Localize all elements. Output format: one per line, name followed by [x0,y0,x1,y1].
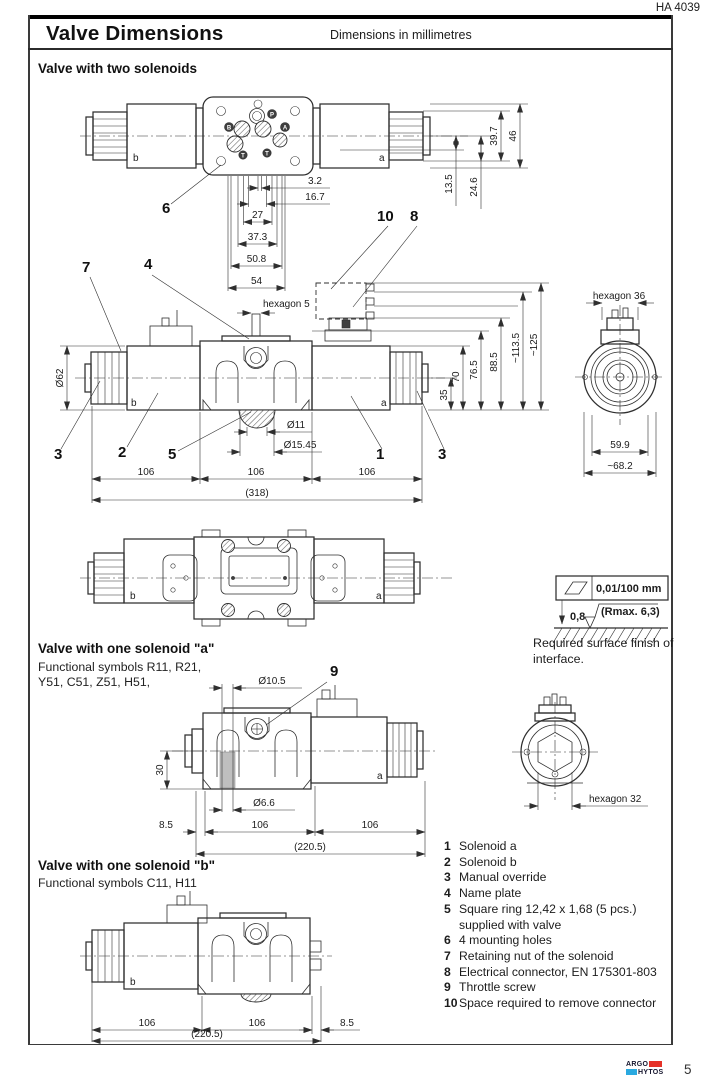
solenoid-a-label: a [379,153,385,164]
surface-finish-caption-line1: Required surface finish of [533,636,674,650]
front-view-two-solenoids [54,208,549,503]
callout-mounting-holes: 6 [162,200,171,217]
legend-item-continuation: supplied with valve [459,917,562,932]
callout-10: 10 [377,208,394,225]
dim-318: (318) [245,488,269,499]
dim-8-5: 8.5 [340,1018,354,1029]
legend-item: 1 Solenoid a [444,839,517,853]
logo-text-hytos: HYTOS [638,1068,664,1076]
dim-106-1: 106 [251,820,269,831]
dim-24-6: 24.6 [469,177,480,197]
hexagon32-label: hexagon 32 [589,794,642,805]
dim-dia6-6: Ø6.6 [253,798,275,809]
solenoid-a-label: a [377,771,383,782]
dim-106-1: 106 [138,1018,156,1029]
argo-hytos-logo [626,1060,666,1076]
dim-27: 27 [251,210,264,221]
solenoid-b-label: b [130,591,136,602]
dim-54: 54 [250,276,263,287]
dim-106-2: 106 [247,467,265,478]
dim-76-5: 76.5 [469,360,480,380]
page-frame-bottom [28,1044,673,1046]
dim-30: 30 [155,764,166,776]
dim-35: 35 [439,389,450,401]
solenoid-a-label: a [376,591,382,602]
port-t2: T [265,151,269,158]
functional-symbols-a-line1: Functional symbols R11, R21, [38,660,202,674]
end-view-hexagon32 [512,694,648,810]
dim-106-2: 106 [248,1018,266,1029]
dim-106-2: 106 [361,820,379,831]
dim-88-5: 88.5 [489,352,500,372]
port-p: P [269,112,275,119]
page-frame-top [28,15,673,19]
legend-item: 6 4 mounting holes [444,933,552,948]
dim-39-7: 39.7 [489,126,500,146]
hexagon5-label: hexagon 5 [263,299,310,310]
dim-dia11: Ø11 [286,420,306,431]
legend-item: 10Space required to remove connector [444,996,657,1011]
logo-text-argo: ARGO [626,1060,649,1068]
section-heading-two-solenoids: Valve with two solenoids [38,61,198,76]
legend-item: 3 Manual override [444,870,547,885]
legend [444,839,676,1012]
dim-68-2: ~68.2 [607,461,633,472]
port-t1: T [241,153,245,160]
hexagon36-label: hexagon 36 [592,291,646,302]
section-heading-one-solenoid-b: Valve with one solenoid "b" [38,858,216,873]
end-view-hexagon36 [575,291,665,477]
front-view-one-solenoid-b [80,891,360,1042]
page-frame-left [28,15,30,1045]
roughness-value: 0,8 [570,611,586,623]
dim-dia62: Ø62 [55,368,66,388]
section-heading-one-solenoid-a: Valve with one solenoid "a" [38,641,215,656]
callout-8: 8 [410,208,419,225]
dim-dia10-5: Ø10.5 [258,676,286,687]
legend-item: 9 Throttle screw [444,980,536,995]
dim-125: ~125 [529,333,540,357]
page-title: Valve Dimensions [46,22,224,45]
callout-3-left: 3 [54,446,63,463]
solenoid-b-label: b [133,153,139,164]
dim-59-9: 59.9 [610,440,630,451]
functional-symbols-a-line2: Y51, C51, Z51, H51, [38,675,151,689]
surface-finish-symbol [553,576,668,643]
title-divider [28,48,673,50]
port-a: A [282,125,288,132]
callout-2: 2 [118,444,127,461]
functional-symbols-b: Functional symbols C11, H11 [38,876,197,890]
callout-7: 7 [82,259,91,276]
dim-113-5: ~113.5 [511,332,522,364]
callout-5: 5 [168,446,177,463]
solenoid-b-label: b [130,977,136,988]
legend-item: 8 Electrical connector, EN 175301-803 [444,964,657,979]
port-b: B [226,125,232,132]
dim-16-7: 16.7 [305,192,325,203]
rmax-value: (Rmax. 6,3) [601,606,660,618]
legend-item: 7 Retaining nut of the solenoid [444,948,614,963]
dim-50-8: 50.8 [246,254,267,265]
legend-item: 2 Solenoid b [444,854,517,869]
bottom-view-two-solenoids [80,530,455,626]
callout-1: 1 [376,446,385,463]
dim-220-5: (220.5) [191,1029,223,1040]
flatness-value: 0,01/100 mm [596,583,662,595]
logo-blue-block [626,1069,637,1076]
legend-item: 5 Square ring 12,42 x 1,68 (5 pcs.) [444,901,637,916]
page-number: 5 [684,1062,692,1077]
dim-13-5: 13.5 [444,174,455,194]
logo-red-block [649,1061,662,1068]
surface-finish-caption [533,636,683,667]
dim-106-1: 106 [137,467,155,478]
dim-220-5: (220.5) [294,842,326,853]
dim-37-3: 37.3 [247,232,268,243]
callout-9: 9 [330,663,339,680]
dim-70: 70 [451,371,462,383]
solenoid-b-label: b [131,398,137,409]
front-view-one-solenoid-a [155,663,436,857]
callout-4: 4 [144,256,153,273]
units-note: Dimensions in millimetres [330,28,472,42]
dim-46: 46 [508,130,519,142]
dim-8-5: 8.5 [159,820,173,831]
callout-3-right: 3 [438,446,447,463]
document-reference: HA 4039 [655,2,700,14]
dim-3-2: 3.2 [308,176,322,187]
surface-finish-caption-line2: interface. [533,651,584,666]
solenoid-a-label: a [381,398,387,409]
dim-106-3: 106 [358,467,376,478]
dim-dia15-45: Ø15.45 [283,440,317,451]
legend-item: 4 Name plate [444,886,522,901]
